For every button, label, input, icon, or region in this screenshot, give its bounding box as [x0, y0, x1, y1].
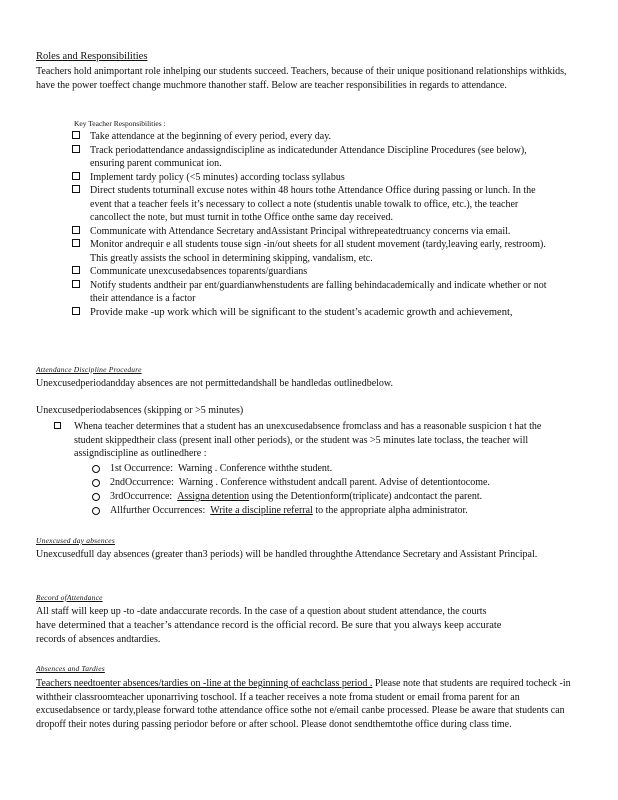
checkbox-bullet-icon	[72, 266, 80, 274]
list-item: Communicate unexcusedabsences toparents/guardians	[72, 265, 558, 279]
attendance-discipline-heading: Attendance Discipline Procedure	[36, 365, 142, 374]
unexcused-period-text: Whena teacher determines that a student has an unexcusedabsence fromclass and has a reasonable suspicion t hat the student skippedtheir class (present inall other periods), or the student was >5 minutes late toclass, the teacher will assigndiscipline as outlinedhere :	[74, 421, 542, 459]
list-item: Monitor andrequir e all students touse sign -in/out sheets for all student movement (tardy,leaving early, restroom). This greatly assists the school in determining skipping, vandalism, etc.	[72, 238, 558, 265]
roles-intro: Teachers hold animportant role inhelping our students succeed. Teachers, because of their unique positionand relationships withkids, have the power toeffect change muchmore thanother staff. Below are teacher responsibilities in regards to attendance.	[36, 66, 567, 91]
checkbox-bullet-icon	[72, 280, 80, 288]
record-attendance-line3: records of absences andtardies.	[36, 634, 161, 645]
list-item	[54, 420, 554, 461]
list-item: 2ndOccurrence: Warning . Conference withstudent andcall parent. Advise of detentiontocome.	[92, 476, 562, 490]
attendance-discipline-text: Unexcusedperiodandday absences are not permittedandshall be handledas outlinedbelow.	[36, 378, 394, 389]
circle-bullet-icon	[92, 493, 100, 501]
checkbox-bullet-icon	[72, 185, 80, 193]
key-responsibilities-list	[72, 130, 558, 319]
roles-heading: Roles and Responsibilities	[36, 51, 148, 62]
checkbox-bullet-icon	[72, 145, 80, 153]
record-attendance-line2: have determined that a teacher’s attendance record is the official record. Be sure that you always keep accurate	[36, 620, 502, 631]
list-item: Direct students toturninall excuse notes within 48 hours tothe Attendance Office during passing or lunch. In the event that a teacher feels it’s necessary to collect a note (studentis unable towalk to office, etc.), the teacher cancollect the note, but must turnit in tothe Office onthe same day received.	[72, 184, 558, 225]
list-item: Take attendance at the beginning of every period, every day.	[72, 130, 558, 144]
list-item: Notify students andtheir par ent/guardianwhenstudents are falling behindacademically and indicate whether or not their attendance is a factor	[72, 279, 558, 306]
absences-tardies-heading: Absences and Tardies	[36, 664, 105, 673]
circle-bullet-icon	[92, 507, 100, 515]
checkbox-bullet-icon	[72, 172, 80, 180]
list-item: 3rdOccurrence: Assigna detention using the Detentionform(triplicate) andcontact the parent.	[92, 490, 562, 504]
checkbox-bullet-icon	[54, 422, 61, 429]
list-item: Allfurther Occurrences: Write a discipline referral to the appropriate alpha administrator.	[92, 504, 562, 518]
unexcused-day-heading: Unexcused day absences	[36, 536, 115, 545]
occurrence-list	[92, 462, 562, 518]
checkbox-bullet-icon	[72, 226, 80, 234]
list-item: Implement tardy policy (<5 minutes) according toclass syllabus	[72, 171, 558, 185]
list-item: 1st Occurrence: Warning . Conference withthe student.	[92, 462, 562, 476]
unexcused-period-heading: Unexcusedperiodabsences (skipping or >5 minutes)	[36, 405, 244, 416]
record-attendance-line1: All staff will keep up -to -date andaccurate records. In the case of a question about student attendance, the courts	[36, 606, 487, 617]
list-item: Communicate with Attendance Secretary andAssistant Principal withrepeatedtruancy concerns via email.	[72, 225, 558, 239]
absences-tardies-text: Teachers needtoenter absences/tardies on -line at the beginning of eachclass period . Please note that students are required tocheck -in withtheir classroomteacher uponarriving toschool. If a teacher receives a note froma student or email froma parent for an excusedabsence or tardy,please forward tothe attendance office sothe not e/email canbe processed. Please be aware that students can dropoff their notes during passing periodor before or after school. Please donot sendthemtothe office during class time.	[36, 678, 571, 730]
circle-bullet-icon	[92, 465, 100, 473]
circle-bullet-icon	[92, 479, 100, 487]
list-item: Provide make -up work which will be significant to the student’s academic growth and achievement,	[72, 306, 558, 320]
list-item: Track periodattendance andassigndiscipline as indicatedunder Attendance Discipline Procedures (see below), ensuring parent communicat ion.	[72, 144, 558, 171]
key-responsibilities-heading: Key Teacher Responsibilities :	[74, 119, 166, 128]
checkbox-bullet-icon	[72, 131, 80, 139]
unexcused-day-text: Unexcusedfull day absences (greater than3 periods) will be handled throughthe Attendance Secretary and Assistant Principal.	[36, 549, 538, 560]
record-attendance-heading: Record ofAttendance	[36, 593, 103, 602]
checkbox-bullet-icon	[72, 307, 80, 315]
checkbox-bullet-icon	[72, 239, 80, 247]
